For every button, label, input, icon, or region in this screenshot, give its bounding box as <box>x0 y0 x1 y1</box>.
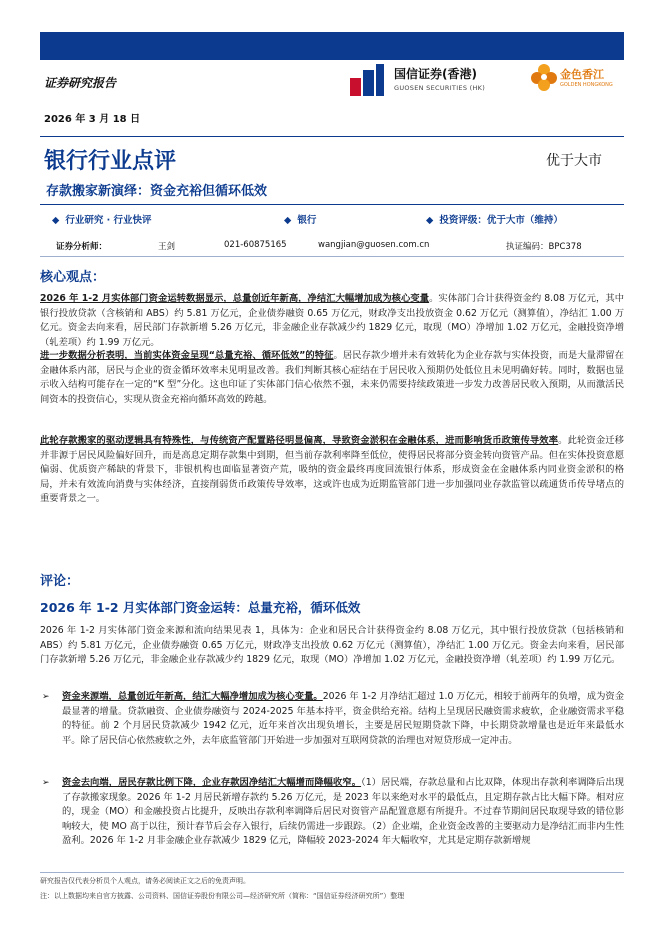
analyst-phone: 021-60875165 <box>224 240 287 250</box>
analyst-email[interactable]: wangjian@guosen.com.cn <box>318 240 430 250</box>
guosen-logo-name: 国信证券(香港) <box>394 67 477 81</box>
analyst-name: 王剑 <box>158 242 176 252</box>
guosen-logo-english: GUOSEN SECURITIES (HK) <box>394 84 486 92</box>
tag-sector <box>284 212 316 226</box>
analyst-label: 证券分析师： <box>56 242 108 252</box>
golden-hongkong-name: 金色香江 <box>560 68 604 81</box>
paragraph-text: 2026 年 1-2 月净结汇超过 1.0 万亿元，相较于前两年的负增，成为资金最显著的增量。贷款融资、企业债券融资与 2024-2025 年基本持平，资金供给充裕。结构上呈现居民融资需求疲软，企业融资需求平稳的特征。前 2 个月居民贷款减少 1942 亿元，近年来首次出现负增长，主要是居民短期贷款下降，中长期贷款增量也是近年来最低水平。除了居民信心依然疲软之外，去年底监管部门开始进一步加强对互联网贷款的治理也对短贷形成一定冲击。 <box>62 691 624 746</box>
divider <box>40 256 624 257</box>
paragraph-text: 2026 年 1-2 月实体部门资金来源和流向结果见表 1，具体为：企业和居民合计获得资金约 8.08 万亿元，其中银行投放贷款（包括核销和 ABS）约 5.81 万亿元，企业债券融资 0.65 万亿元，财政净支出投放 0.62 万亿元（测算值），净结汇 1.00 万亿元。资金去向来看，居民部门存款新增 5.26 万亿元，非金融企业存款减少约 1829 亿元，取现（MO）净增加 1.02 万亿元，金融投资净增（轧差项）约 1.99 万亿元。 <box>40 625 624 665</box>
golden-hongkong-english: GOLDEN HONGKONG <box>560 82 613 88</box>
guosen-logo <box>348 64 508 100</box>
key-point: 资金来源端，总量创近年新高，结汇大幅净增加成为核心变量。 <box>62 691 323 702</box>
tag-label: 行业研究 · 行业快评 <box>65 215 152 226</box>
tag-label: 银行 <box>297 215 317 226</box>
paragraph-text: （1）居民端，存款总量和占比双降，体现出存款利率调降后出现了存款搬家现象。2026 年 1-2 月居民新增存款约 5.26 万亿元，是 2023 年以来绝对水平的最低点，且定期存款占比大幅下降。相对应的，现金（MO）和金融投资占比提升，反映出存款利率调降后居民对资管产品配置意愿有所提升。不过春节期间居民取现导致的错位影响较大，使 MO 高于以往，预计春节后会存入银行，后续仍需进一步跟踪。（2）企业端，企业资金改善的主要驱动力是净结汇而非内生性盈利。2026 年 1-2 月非金融企业存款减少 1829 亿元，降幅较 2023-2024 年大幅收窄，尤其是定期存款新增规 <box>62 777 624 846</box>
tag-report-category <box>52 212 152 226</box>
header-banner <box>40 32 624 60</box>
divider <box>40 872 624 873</box>
report-subtitle: 存款搬家新演绎：资金充裕但循环低效 <box>46 184 268 199</box>
bullet-item <box>40 776 624 849</box>
report-type-label: 证券研究报告 <box>44 76 117 90</box>
report-date: 2026 年 3 月 18 日 <box>44 114 141 125</box>
diamond-bullet-icon: ◆ <box>426 215 434 226</box>
key-point: 此轮存款搬家的驱动逻辑具有特殊性，与传统资产配置路径明显偏离，导致资金淤积在金融体系，进而影响货币政策传导效率 <box>40 435 559 446</box>
tag-label: 投资评级：优于大市（维持） <box>439 215 563 226</box>
section-title: 2026 年 1-2 月实体部门资金运转：总量充裕，循环低效 <box>40 600 361 615</box>
key-point: 2026 年 1-2 月实体部门资金运转数据显示，总量创近年新高，净结汇大幅增加成为核心变量 <box>40 293 430 304</box>
paragraph-text: 。居民存款少增并未有效转化为企业存款与实体投资，而是大量滞留在金融体系内部，居民与企业的资金循环效率未见明显改善。我们判断其核心症结在于居民收入预期仍处低位且未见明确好转。同时，数据也显示收入结构可能存在一定的“K 型”分化。这也印证了实体部门信心依然不强，未来仍需要持续政策进一步发力改善居民收入预期，从而激活民间资本的投资信心，实现从资金充裕向循环高效的跨越。 <box>40 350 624 405</box>
footer-disclaimer: 研究报告仅代表分析员个人观点，请务必阅读正文之后的免责声明。 <box>40 877 250 885</box>
key-point: 进一步数据分析表明，当前实体资金呈现“总量充裕、循环低效”的特征 <box>40 350 334 361</box>
comment-paragraph <box>40 624 624 668</box>
tag-investment-rating <box>426 212 563 226</box>
footer-note: 注：以上数据均来自官方披露、公司资料、国信证券股份有限公司—经济研究所（简称：“国信证券经济研究所”）整理 <box>40 892 405 900</box>
golden-flower-icon <box>530 60 558 96</box>
comment-heading: 评论： <box>40 574 80 589</box>
arrow-bullet-icon: ➢ <box>42 778 50 788</box>
paragraph-text: 。实体部门合计获得资金约 8.08 万亿元，其中银行投放贷款（含核销和 ABS）约 5.81 万亿元，企业债券融资 0.65 万亿元，财政净支出投放资金 0.62 万亿元（测算值），净结汇 1.00 万亿元。资金去向来看，居民部门存款新增 5.26 万亿元，非金融企业存款减少约 1829 亿元，取现（MO）净增加 1.02 万亿元，金融投资净增（轧差项）约 1.99 万亿元。 <box>40 293 624 348</box>
diamond-bullet-icon: ◆ <box>284 215 292 226</box>
diamond-bullet-icon: ◆ <box>52 215 60 226</box>
core-paragraph <box>40 434 624 507</box>
golden-hongkong-logo <box>530 60 622 100</box>
guosen-logo-icon <box>348 64 386 98</box>
industry-title: 银行行业点评 <box>44 149 177 174</box>
rating-label: 优于大市 <box>546 153 602 169</box>
core-paragraph <box>40 349 624 407</box>
key-point: 资金去向端，居民存款比例下降，企业存款因净结汇大幅增而降幅收窄。 <box>62 777 362 788</box>
bullet-item <box>40 690 624 748</box>
divider <box>40 204 624 205</box>
divider <box>40 136 624 137</box>
core-paragraph <box>40 292 624 350</box>
analyst-certificate: 执证编码：BPC378 <box>506 242 582 252</box>
core-views-heading: 核心观点： <box>40 270 106 285</box>
arrow-bullet-icon: ➢ <box>42 692 50 702</box>
paragraph-text: 。此轮资金迁移并非源于居民风险偏好回升，而是高息定期存款集中到期，但当前存款利率降至低位，使得居民将部分资金转向资管产品。但在实体投资意愿偏弱、优质资产稀缺的背景下，非银机构也面临显著资产荒，吸纳的资金最终再度回流银行体系，形成资金在金融体系内同业资金淤积的格局，并未有效流向消费与实体经济，直接削弱货币政策传导效率，这或许也成为近期监管部门进一步加强同业存款监管以疏通货币传导堵点的重要背景之一。 <box>40 435 624 504</box>
